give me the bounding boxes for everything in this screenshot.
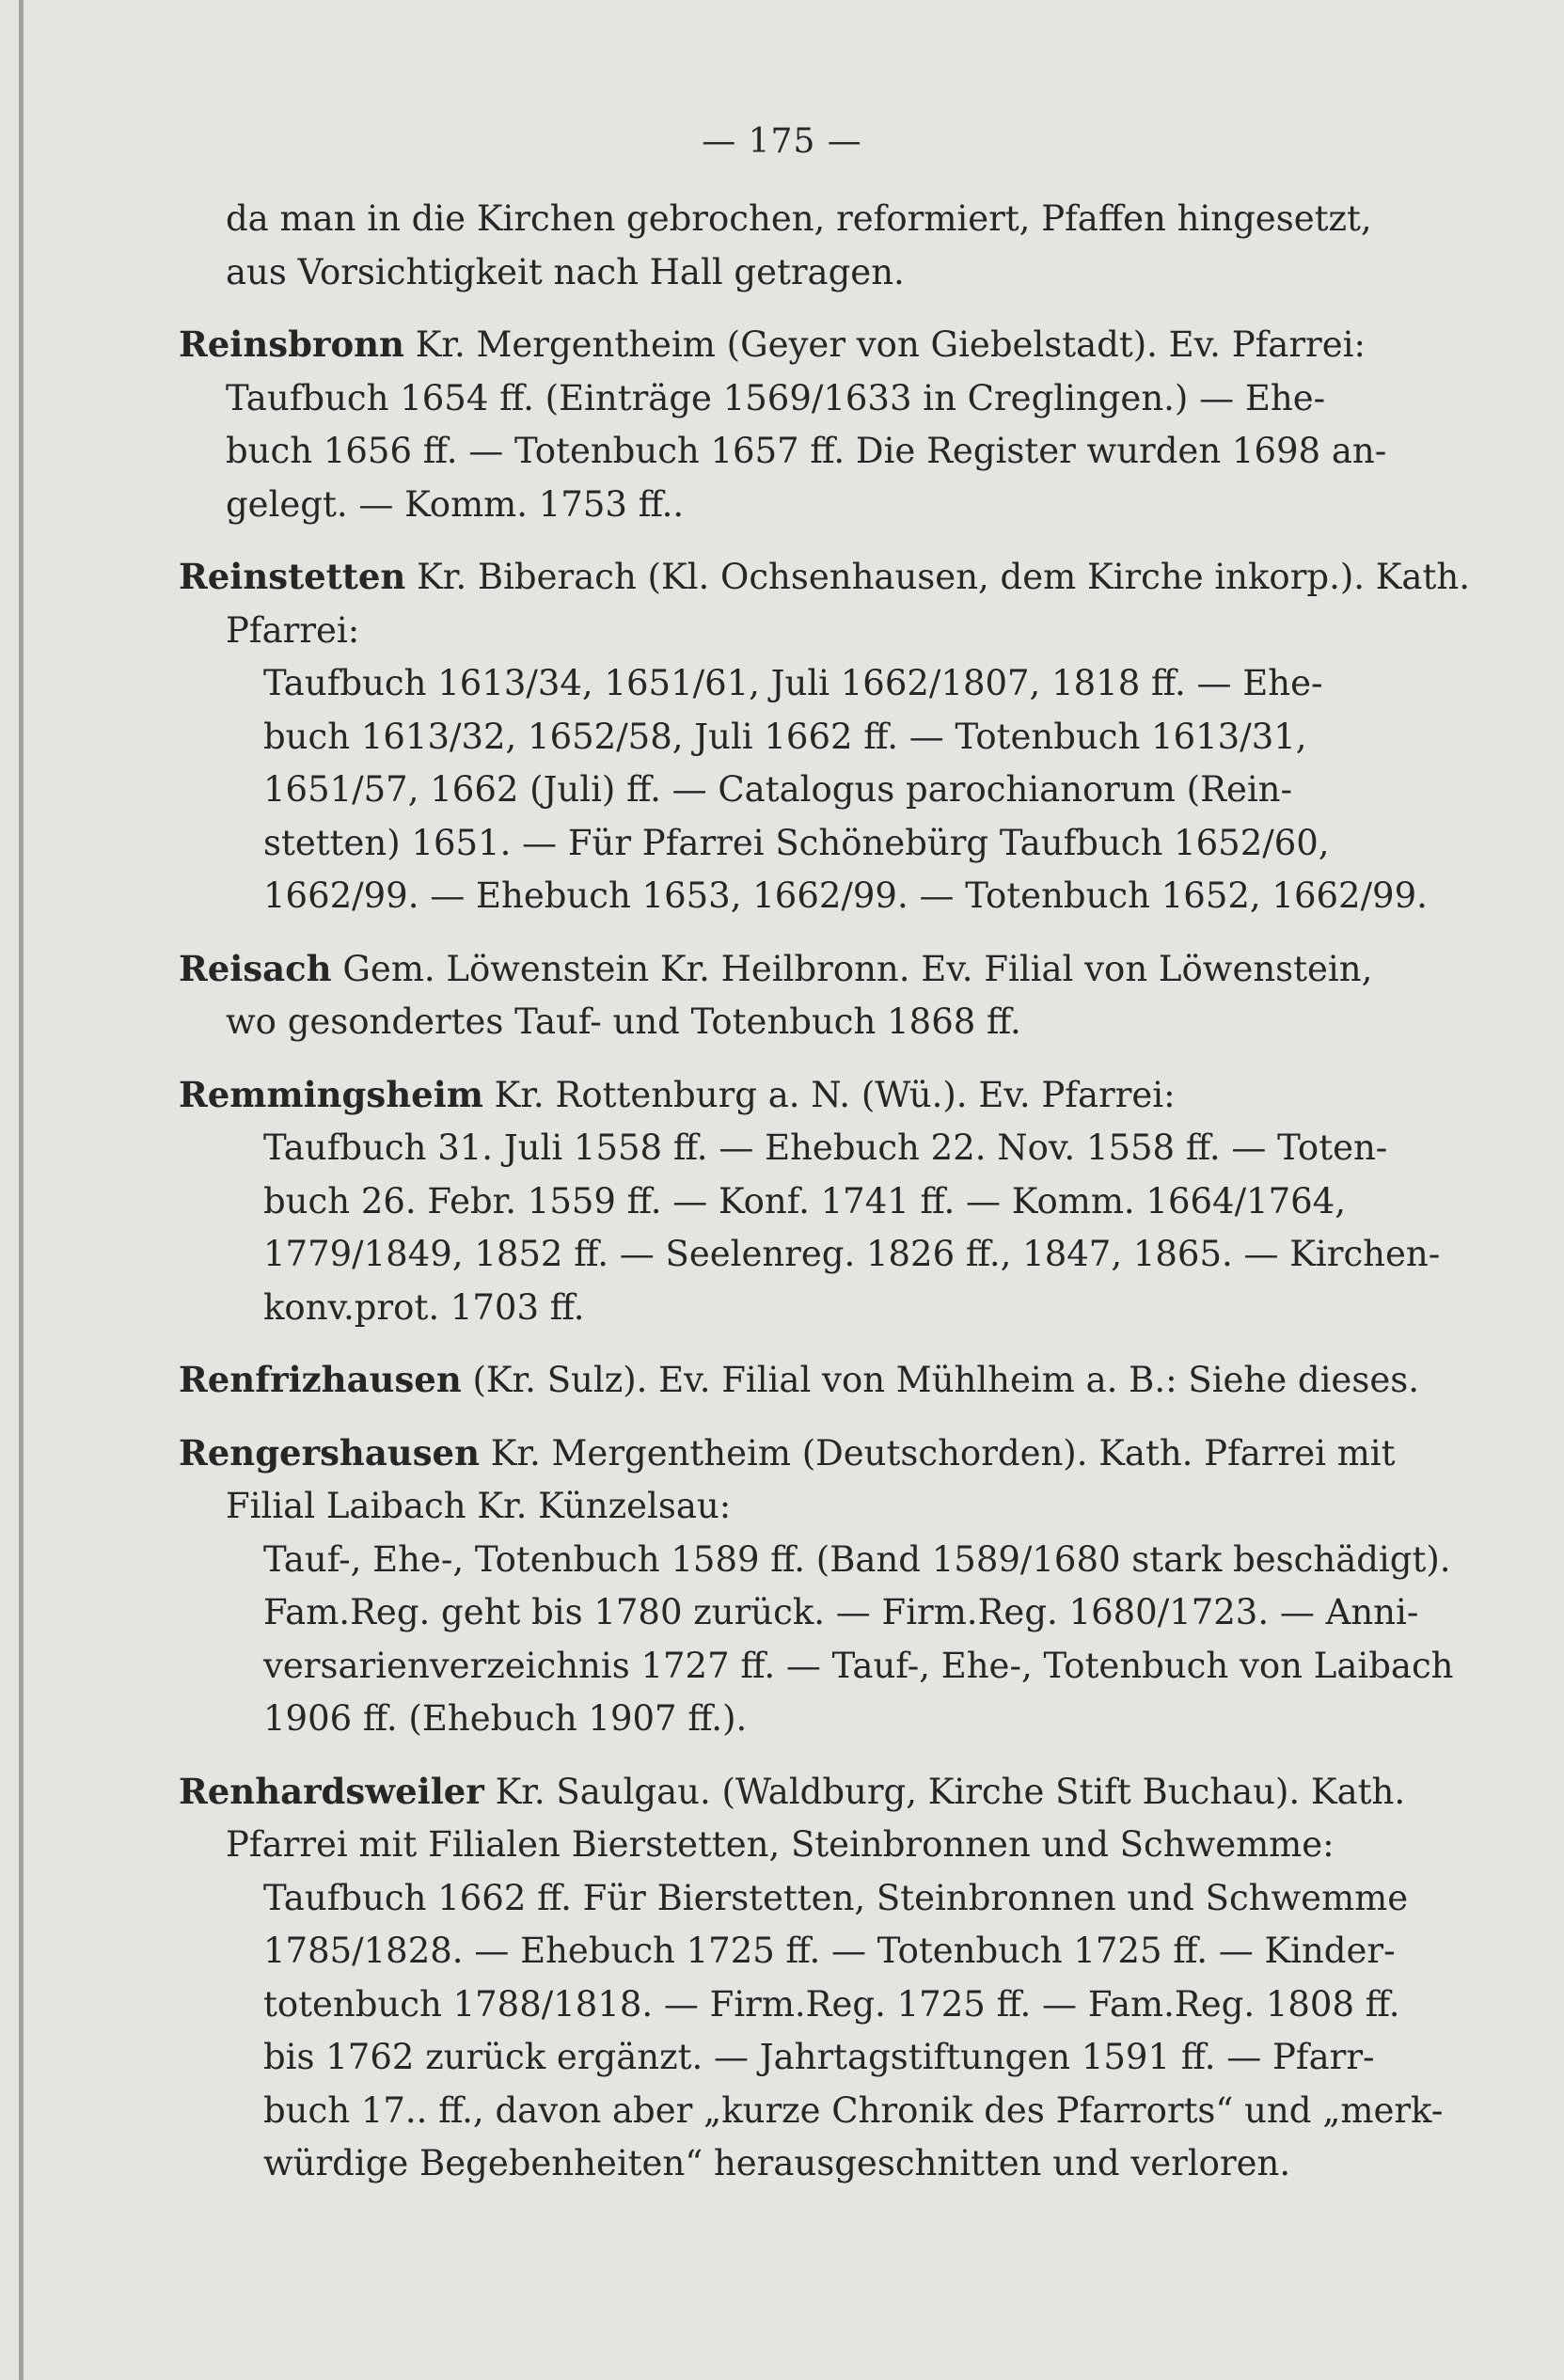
entry-head: Reinsbronn <box>179 323 404 365</box>
entry-line: konv.prot. 1703 ff. <box>263 1286 585 1328</box>
entry-first-line: Reinstetten Kr. Biberach (Kl. Ochsenhausen, dem Kirche inkorp.). Kath. <box>179 556 1470 597</box>
intro-line: da man in die Kirchen gebrochen, reformiert, Pfaffen hingesetzt, <box>226 198 1372 239</box>
entry-head: Renfrizhausen <box>179 1359 462 1400</box>
entry-line: Taufbuch 1654 ff. (Einträge 1569/1633 in Creglingen.) — Ehe- <box>226 377 1326 418</box>
entry-head: Reinstetten <box>179 556 406 597</box>
intro-line: aus Vorsichtigkeit nach Hall getragen. <box>226 251 905 292</box>
entry-head: Remmingsheim <box>179 1073 483 1115</box>
entry-line: 1785/1828. — Ehebuch 1725 ff. — Totenbuch 1725 ff. — Kinder- <box>263 1931 1396 1971</box>
entry-line: buch 26. Febr. 1559 ff. — Konf. 1741 ff. — Komm. 1664/1764, <box>263 1180 1346 1222</box>
entry-first-line: Renfrizhausen (Kr. Sulz). Ev. Filial von Mühlheim a. B.: Siehe dieses. <box>179 1359 1419 1400</box>
entry-line: Tauf-, Ehe-, Totenbuch 1589 ff. (Band 1589/1680 stark beschädigt). <box>263 1538 1451 1580</box>
entry-line: Filial Laibach Kr. Künzelsau: <box>226 1486 732 1526</box>
entry-line: bis 1762 zurück ergänzt. — Jahrtagstiftungen 1591 ff. — Pfarr- <box>263 2037 1375 2077</box>
page-number: — 175 — <box>702 122 862 161</box>
entry-line: gelegt. — Komm. 1753 ff.. <box>226 483 685 525</box>
entry-line: versarienverzeichnis 1727 ff. — Tauf-, Ehe-, Totenbuch von Laibach <box>263 1645 1454 1686</box>
entry-line: Taufbuch 31. Juli 1558 ff. — Ehebuch 22. Nov. 1558 ff. — Toten- <box>263 1127 1388 1168</box>
entry-first-line: Rengershausen Kr. Mergentheim (Deutschorden). Kath. Pfarrei mit <box>179 1431 1396 1474</box>
entry-line: 1651/57, 1662 (Juli) ff. — Catalogus parochianorum (Rein- <box>263 769 1293 810</box>
entry-first-line: Renhardsweiler Kr. Saulgau. (Waldburg, Kirche Stift Buchau). Kath. <box>179 1770 1406 1812</box>
entry-line: buch 17.. ff., davon aber „kurze Chronik des Pfarrorts“ und „merk- <box>263 2089 1444 2131</box>
entry-line: Taufbuch 1613/34, 1651/61, Juli 1662/1807, 1818 ff. — Ehe- <box>263 663 1323 703</box>
entry-line: Taufbuch 1662 ff. Für Bierstetten, Steinbronnen und Schwemme <box>263 1877 1409 1918</box>
entry-line: 1662/99. — Ehebuch 1653, 1662/99. — Totenbuch 1652, 1662/99. <box>263 875 1428 916</box>
entry-line: stetten) 1651. — Für Pfarrei Schönebürg Taufbuch 1652/60, <box>263 822 1330 863</box>
entry-first-line: Reinsbronn Kr. Mergentheim (Geyer von Giebelstadt). Ev. Pfarrei: <box>179 323 1366 365</box>
entry-line: 1906 ff. (Ehebuch 1907 ff.). <box>263 1698 748 1739</box>
entry-line: wo gesondertes Tauf- und Totenbuch 1868 ff. <box>226 1001 1021 1042</box>
entry-head: Rengershausen <box>179 1431 480 1474</box>
entry-line: buch 1656 ff. — Totenbuch 1657 ff. Die Register wurden 1698 an- <box>226 431 1387 471</box>
entry-head: Reisach <box>179 947 332 989</box>
entry-first-line: Remmingsheim Kr. Rottenburg a. N. (Wü.). Ev. Pfarrei: <box>179 1073 1176 1115</box>
page-body <box>179 193 1470 2191</box>
entry-line: 1779/1849, 1852 ff. — Seelenreg. 1826 ff., 1847, 1865. — Kirchen- <box>263 1234 1441 1274</box>
entry-line: würdige Begebenheiten“ herausgeschnitten und verloren. <box>263 2143 1291 2183</box>
entry-line: Fam.Reg. geht bis 1780 zurück. — Firm.Reg. 1680/1723. — Anni- <box>263 1592 1419 1632</box>
entry-line: totenbuch 1788/1818. — Firm.Reg. 1725 ff. — Fam.Reg. 1808 ff. <box>263 1983 1400 2025</box>
entry-first-line: Reisach Gem. Löwenstein Kr. Heilbronn. Ev. Filial von Löwenstein, <box>179 947 1373 989</box>
entry-line: Pfarrei mit Filialen Bierstetten, Steinbronnen und Schwemme: <box>226 1824 1335 1865</box>
page-gutter-edge <box>19 0 24 2380</box>
entry-line: Pfarrei: <box>226 609 360 651</box>
entry-line: buch 1613/32, 1652/58, Juli 1662 ff. — Totenbuch 1613/31, <box>263 716 1307 757</box>
entry-head: Renhardsweiler <box>179 1770 484 1812</box>
